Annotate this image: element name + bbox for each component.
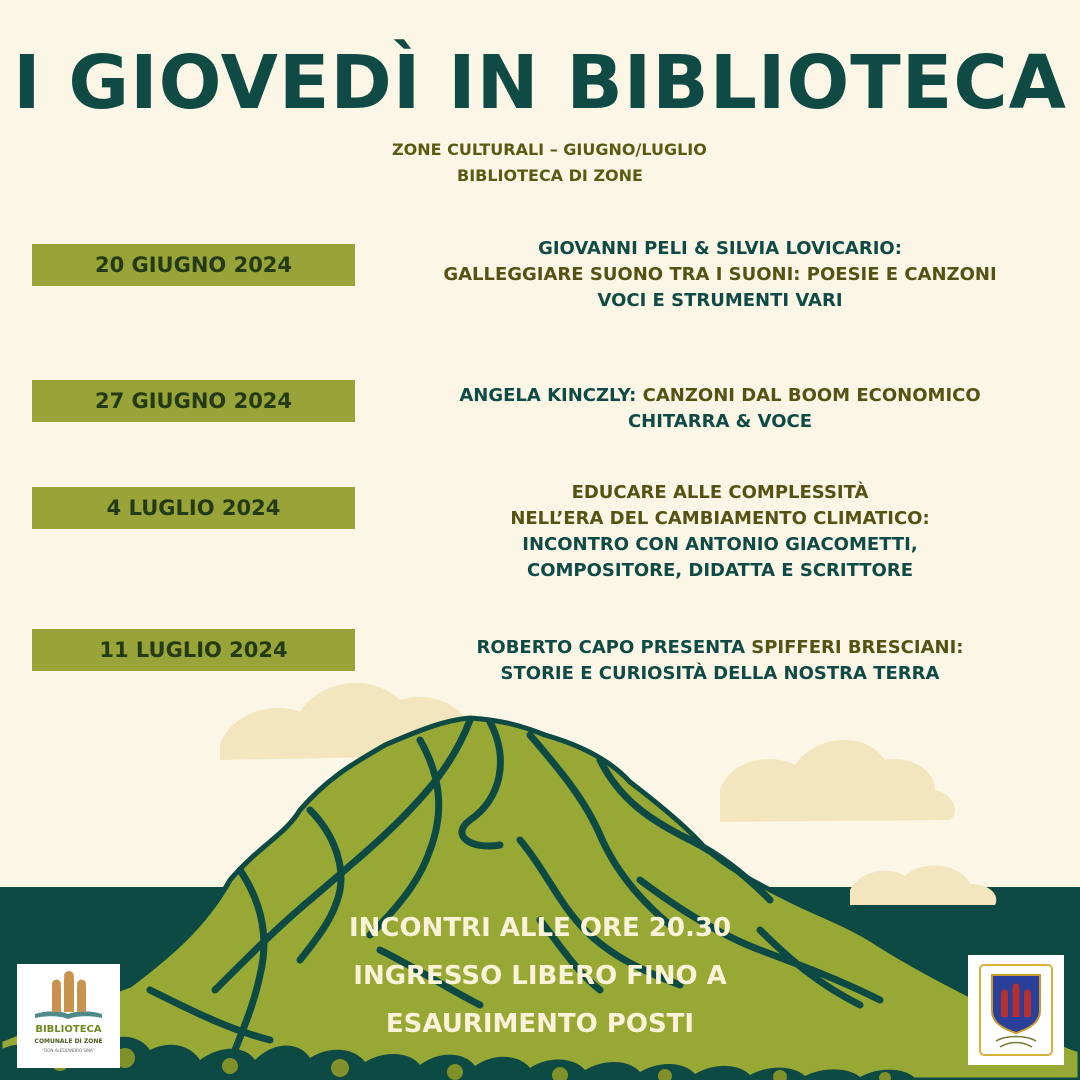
event-date-2: 27 GIUGNO 2024	[32, 380, 355, 422]
event-description-3	[405, 480, 1035, 584]
footer-time: INCONTRI ALLE ORE 20.30	[348, 913, 732, 943]
municipal-crest-logo	[968, 955, 1064, 1065]
logo-text-comunale: COMUNALE DI ZONE	[34, 1038, 103, 1045]
event-date-3: 4 LUGLIO 2024	[32, 487, 355, 529]
event-date-4: 11 LUGLIO 2024	[32, 629, 355, 671]
event-2-title: CANZONI DAL BOOM ECONOMICO	[636, 385, 981, 406]
cloud-small	[850, 866, 996, 905]
event-4-subtitle: STORIE E CURIOSITÀ DELLA NOSTRA TERRA	[500, 663, 940, 684]
crest-icon	[968, 955, 1064, 1065]
event-1-performers: GIOVANNI PELI & SILVIA LOVICARIO:	[538, 238, 902, 259]
footer-entry: INGRESSO LIBERO FINO A	[353, 961, 727, 991]
subtitle-season: ZONE CULTURALI – GIUGNO/LUGLIO	[392, 140, 707, 159]
footer-seats: ESAURIMENTO POSTI	[385, 1009, 695, 1039]
event-4-book-title: SPIFFERI BRESCIANI:	[751, 637, 964, 658]
cloud-right	[720, 740, 955, 822]
event-description-1	[405, 236, 1035, 314]
event-date-1: 20 GIUGNO 2024	[32, 244, 355, 286]
library-logo	[17, 964, 120, 1068]
event-3-guest-line-1: INCONTRO CON ANTONIO GIACOMETTI,	[522, 534, 918, 555]
event-4-presenter: ROBERTO CAPO PRESENTA	[476, 637, 752, 658]
logo-text-biblioteca: BIBLIOTECA	[35, 1024, 102, 1035]
event-1-title: GALLEGGIARE SUONO TRA I SUONI: POESIE E CANZONI	[443, 264, 997, 285]
logo-text-dedication: "DON ALESSANDRO SINA"	[42, 1048, 95, 1053]
event-info-footer	[300, 904, 780, 1048]
library-towers-icon	[17, 964, 120, 1024]
event-2-details: CHITARRA & VOCE	[627, 411, 813, 432]
event-1-details: VOCI E STRUMENTI VARI	[597, 290, 843, 311]
event-3-guest-line-2: COMPOSITORE, DIDATTA E SCRITTORE	[526, 560, 914, 581]
event-3-title-line-2: NELL’ERA DEL CAMBIAMENTO CLIMATICO:	[510, 508, 930, 529]
event-description-4	[405, 635, 1035, 687]
event-3-title-line-1: EDUCARE ALLE COMPLESSITÀ	[571, 482, 869, 503]
event-2-performer: ANGELA KINCZLY:	[459, 385, 637, 406]
subtitle-library: BIBLIOTECA DI ZONE	[457, 166, 643, 185]
event-description-2	[405, 383, 1035, 435]
poster-title: I GIOVEDÌ IN BIBLIOTECA	[13, 40, 1067, 126]
